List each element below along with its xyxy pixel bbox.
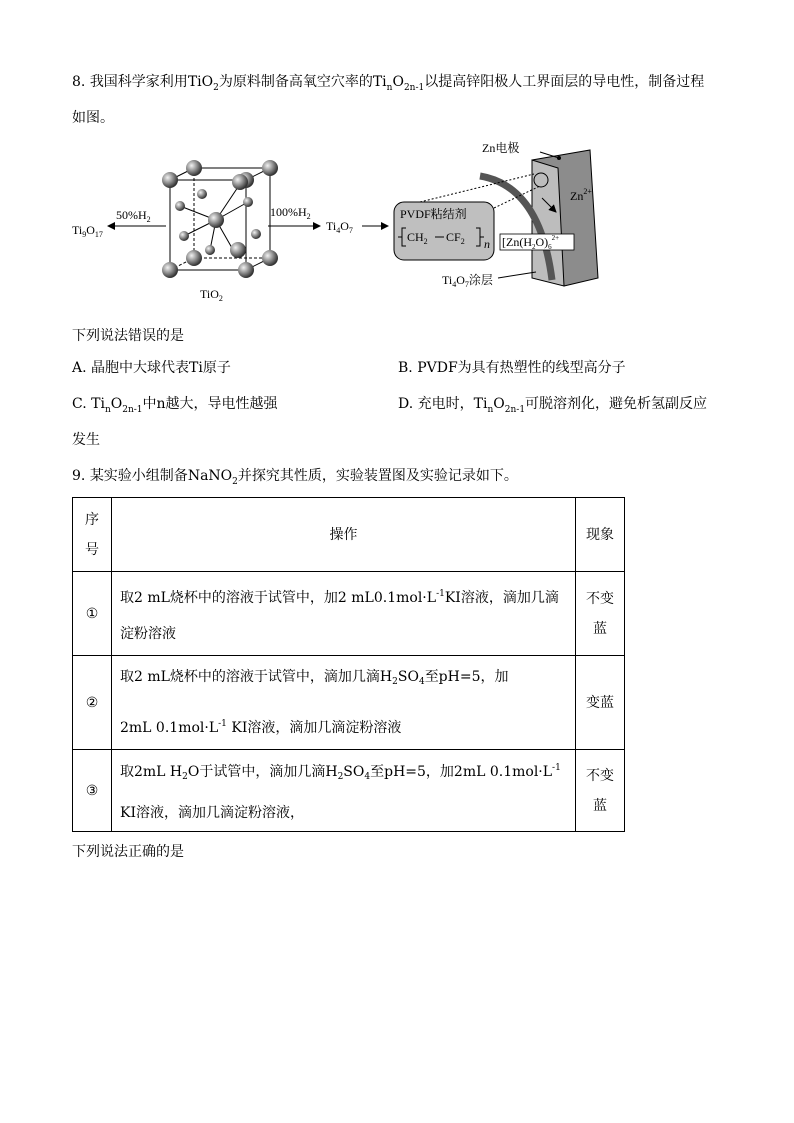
- table-row: ③ 取2mL $H_2O$于试管中，滴加几滴$H_2SO_4$至pH=5，加2mL $0.1mol\cdot L^{-1}$ KI溶液，滴加几滴淀粉溶液， 不变 蓝: [73, 750, 625, 832]
- q8-option-c[interactable]: C. $Ti_nO_{2n-1}$中n越大，导电性越强: [72, 396, 278, 415]
- header-operation: 操作: [112, 498, 576, 572]
- svg-text:n: n: [484, 237, 490, 251]
- q9-stem: 9. 某实验小组制备NaNO$_2$并探究其性质，实验装置图及实验记录如下。: [72, 468, 518, 487]
- label-zn2plus: $Zn^{2+}$: [570, 187, 592, 203]
- synthesis-figure: [70, 138, 610, 310]
- experiment-table: [72, 497, 625, 832]
- q8-option-a[interactable]: A. 晶胞中大球代表Ti原子: [72, 360, 231, 376]
- label-complex-ion: [$Zn(H_2O)_6^{2+}$: [502, 234, 560, 251]
- header-number: 序 号: [73, 498, 112, 572]
- svg-text:CF2: $CF_2$: [446, 230, 465, 246]
- zn-electrode: [480, 150, 598, 286]
- svg-text:CH2: $CH_2$: [407, 230, 428, 246]
- label-tio2: TiO$_2$: [200, 287, 223, 303]
- label-100-h2: $100\%H_2$: [270, 205, 311, 221]
- label-zn-electrode: Zn电极: [482, 141, 520, 155]
- q8-option-d-continued: 发生: [72, 432, 100, 448]
- label-ti4o7: $Ti_4O_7$: [326, 219, 353, 235]
- header-phenomenon: 现象: [576, 498, 625, 572]
- table-header-row: [73, 498, 625, 572]
- label-ti9o17: $Ti_9O_{17}$: [72, 223, 103, 239]
- label-ti4o7-coating: $Ti_4O_7$涂层: [442, 273, 493, 289]
- crystal-cell: [162, 160, 278, 278]
- q8-option-d[interactable]: D. 充电时，$Ti_nO_{2n-1}$可脱溶剂化，避免析氢副反应: [398, 396, 708, 415]
- table-row: ① 取2 mL烧杯中的溶液于试管中，加2 $mL0.1mol\cdot L^{-1}KI$溶液，滴加几滴 淀粉溶液 不变 蓝: [73, 572, 625, 656]
- q8-stem-line2: 如图。: [72, 110, 114, 126]
- q8-prompt: 下列说法错误的是: [72, 328, 184, 344]
- table-row: ② 取2 mL烧杯中的溶液于试管中，滴加几滴$H_2SO_4$至pH=5，加 2mL $0.1mol\cdot L^{-1}$ KI溶液，滴加几滴淀粉溶液 变蓝: [73, 656, 625, 750]
- q9-prompt: 下列说法正确的是: [72, 844, 184, 860]
- q8-stem-line1: 8. 我国科学家利用TiO$_2$为原料制备高氧空穴率的$Ti_nO_{2n-1}$以提高锌阳极人工界面层的导电性，制备过程: [72, 74, 705, 93]
- q8-option-b[interactable]: B. PVDF为具有热塑性的线型高分子: [398, 360, 626, 376]
- label-pvdf: PVDF粘结剂: [400, 207, 467, 221]
- label-50-h2: $50\%H_2$: [116, 208, 151, 224]
